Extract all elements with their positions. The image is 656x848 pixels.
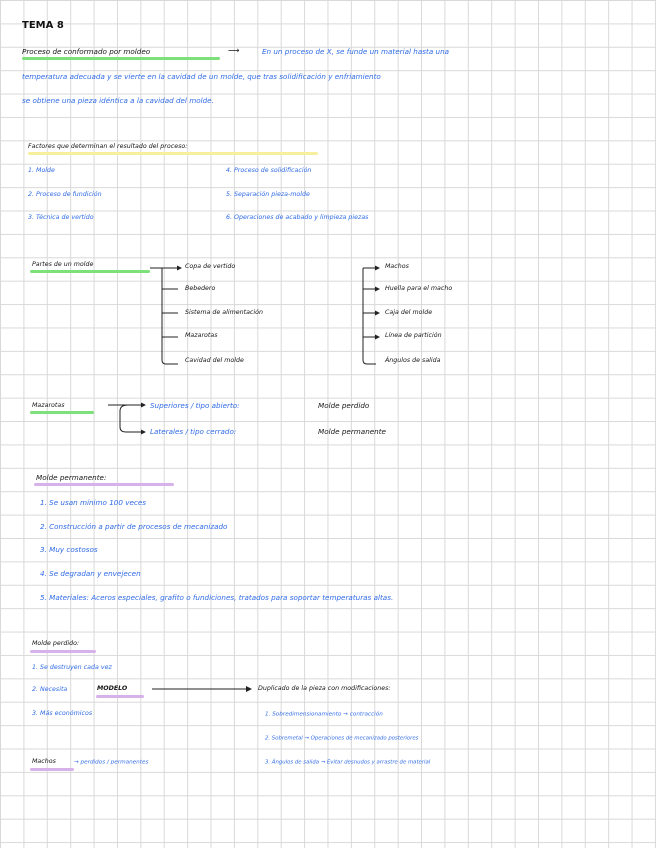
list-item: 5. Materiales: Aceros especiales, grafito o fundiciones, tratados para soportar temperaturas altas. — [40, 593, 394, 602]
list-item: 3. Muy costosos — [40, 545, 98, 554]
part-item: Huella para el macho — [385, 285, 453, 292]
part-item: Sistema de alimentación — [185, 309, 263, 316]
heading-highlight — [30, 768, 74, 771]
part-item: Machos — [385, 263, 409, 270]
intro-line: se obtiene una pieza idéntica a la cavidad del molde. — [22, 96, 214, 105]
machos-label: Machos — [32, 758, 56, 765]
page-title: TEMA 8 — [22, 20, 64, 31]
list-item: 1. Molde — [28, 167, 55, 174]
mazarota-result: Molde permanente — [318, 427, 386, 436]
permanent-heading: Molde permanente: — [36, 473, 107, 482]
list-item: 2. Construcción a partir de procesos de mecanizado — [40, 522, 228, 531]
heading-highlight — [30, 650, 96, 653]
arrow-right-icon: ⟶ — [228, 46, 240, 55]
list-item: 2. Necesita — [32, 686, 68, 693]
heading-highlight — [30, 411, 94, 414]
mazarota-result: Molde perdido — [318, 401, 370, 410]
lost-heading: Molde perdido: — [32, 640, 80, 647]
list-item: 2. Proceso de fundición — [28, 191, 102, 198]
modification-item: 2. Sobremetal → Operaciones de mecanizado posteriores — [265, 735, 419, 742]
list-item: 3. Técnica de vertido — [28, 214, 94, 221]
model-word: MODELO — [97, 685, 128, 692]
modification-item: 1. Sobredimensionamiento → contracción — [265, 711, 383, 718]
model-description: Duplicado de la pieza con modificaciones: — [258, 685, 391, 692]
mazarota-type: Laterales / tipo cerrado: — [150, 427, 237, 436]
part-item: Bebedero — [185, 285, 216, 292]
list-item: 4. Proceso de solidificación — [226, 167, 312, 174]
list-item: 6. Operaciones de acabado y limpieza piezas — [226, 214, 369, 221]
part-item: Copa de vertido — [185, 263, 236, 270]
part-item: Caja del molde — [385, 309, 433, 316]
model-highlight — [96, 695, 144, 698]
machos-description: → perdidos / permanentes — [74, 759, 149, 766]
intro-heading: Proceso de conformado por moldeo — [22, 47, 151, 56]
part-item: Línea de partición — [385, 332, 442, 339]
list-item: 4. Se degradan y envejecen — [40, 569, 141, 578]
part-item: Ángulos de salida — [385, 357, 441, 364]
modification-item: 3. Ángulos de salida → Evitar desnudos y arrastre de material — [265, 759, 431, 766]
part-item: Mazarotas — [185, 332, 218, 339]
mazarotas-heading: Mazarotas — [32, 402, 65, 409]
parts-heading: Partes de un molde — [32, 261, 94, 268]
mazarota-type: Superiores / tipo abierto: — [150, 401, 240, 410]
list-item: 5. Separación pieza-molde — [226, 191, 310, 198]
list-item: 3. Más económicos — [32, 710, 93, 717]
intro-line: temperatura adecuada y se vierte en la cavidad de un molde, que tras solidificación y enfriamiento — [22, 72, 381, 81]
factors-heading: Factores que determinan el resultado del proceso: — [28, 143, 188, 150]
part-item: Cavidad del molde — [185, 357, 244, 364]
list-item: 1. Se usan mínimo 100 veces — [40, 498, 146, 507]
heading-highlight — [34, 483, 174, 486]
intro-line: En un proceso de X, se funde un material hasta una — [262, 47, 450, 56]
list-item: 1. Se destruyen cada vez — [32, 664, 112, 671]
